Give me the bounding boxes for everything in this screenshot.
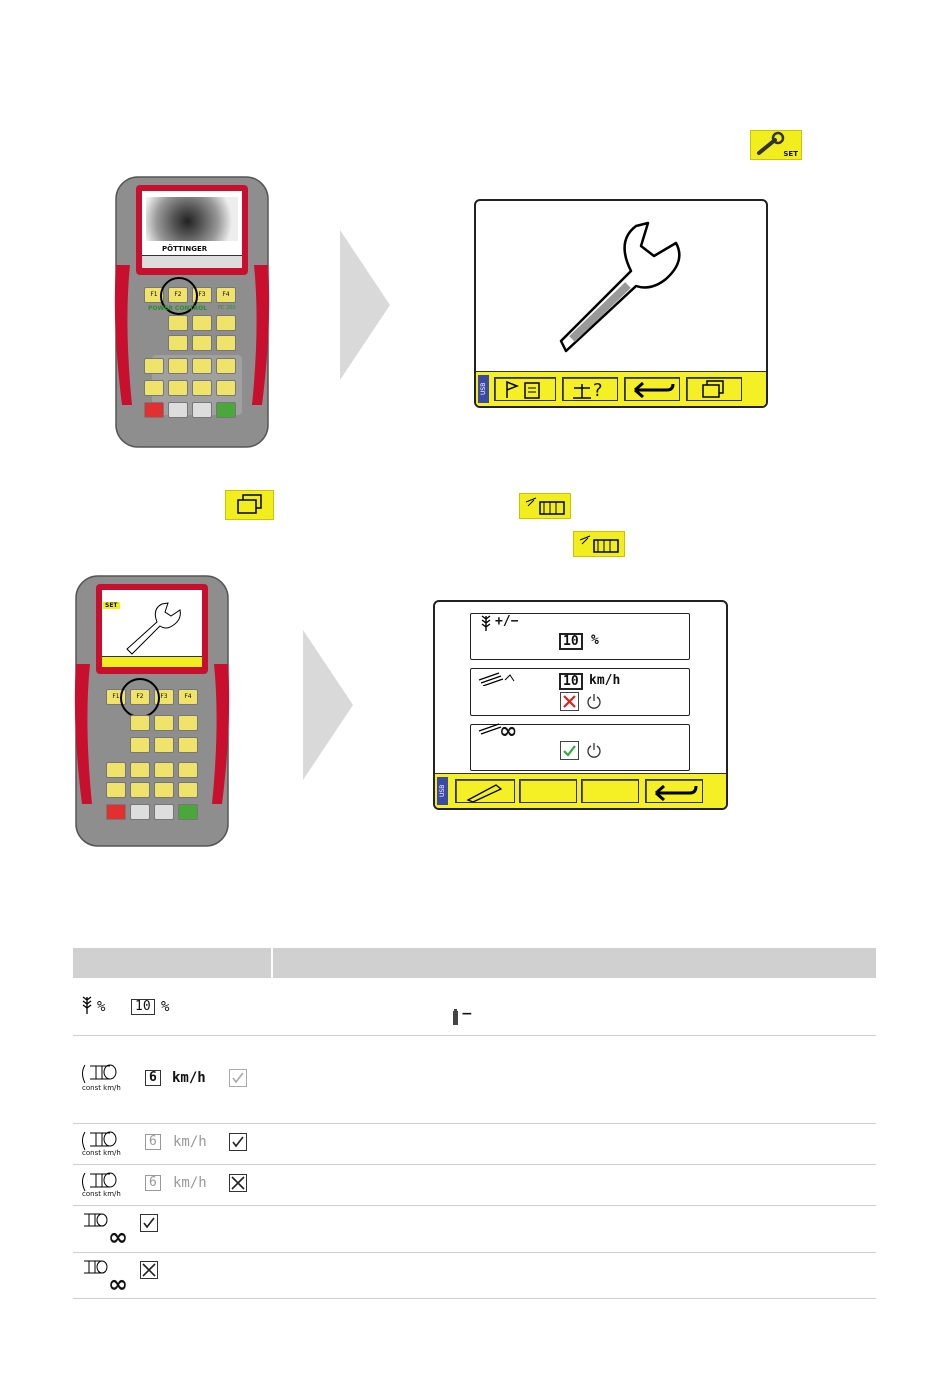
- percent-field[interactable]: 10: [559, 633, 583, 650]
- key-r2b[interactable]: [216, 315, 236, 331]
- row2-unit: km/h: [172, 1070, 206, 1086]
- row4-unit: km/h: [173, 1175, 207, 1191]
- next-arrow-2: [303, 630, 358, 780]
- speed-unit: km/h: [589, 673, 621, 688]
- row1-unit: %: [161, 999, 170, 1015]
- key2-plus[interactable]: [154, 804, 174, 820]
- softkey-empty-1[interactable]: [519, 779, 577, 803]
- key2-green[interactable]: [178, 804, 198, 820]
- key-r5d[interactable]: [216, 380, 236, 396]
- key-r5a[interactable]: [144, 380, 164, 396]
- bale-icon-2: [573, 531, 625, 557]
- key2-f2[interactable]: F2: [130, 689, 150, 705]
- key2-r2a[interactable]: [130, 715, 150, 731]
- softkey-return-2[interactable]: [645, 779, 703, 803]
- row4-field: 6: [145, 1175, 161, 1191]
- key2-f3[interactable]: F3: [154, 689, 174, 705]
- key2-r2b[interactable]: [154, 715, 174, 731]
- usb-indicator: USB: [478, 375, 489, 403]
- key2-r3c[interactable]: [178, 737, 198, 753]
- row2-checkbox: [229, 1069, 247, 1087]
- terminal-softbar: [142, 255, 242, 268]
- power-icon: [586, 693, 602, 709]
- key2-f1[interactable]: F1: [106, 689, 126, 705]
- key-r5c[interactable]: [192, 380, 212, 396]
- handheld-terminal-1: [112, 175, 272, 450]
- row-divider-4: [73, 1205, 876, 1206]
- wrench-icon: [536, 211, 696, 361]
- bale-icon-r6: [80, 1259, 110, 1277]
- row-divider-6: [73, 1298, 876, 1299]
- usb-indicator-2: USB: [437, 777, 448, 805]
- row4-checkbox: [229, 1174, 247, 1192]
- row1-field: 10: [131, 999, 155, 1015]
- key-r2a[interactable]: [192, 315, 212, 331]
- set-mini-label: SET: [105, 602, 118, 609]
- key-r4d[interactable]: [216, 358, 236, 374]
- key-r5b[interactable]: [168, 380, 188, 396]
- key-f2[interactable]: F2: [168, 287, 188, 303]
- row2-field: 6: [145, 1070, 161, 1086]
- percent-unit: %: [591, 633, 599, 648]
- row5-checkbox: [140, 1214, 158, 1232]
- key2-r5a[interactable]: [106, 782, 126, 798]
- key2-r4a[interactable]: [106, 762, 126, 778]
- key2-r4c[interactable]: [154, 762, 174, 778]
- bale-const-icon-r2: [80, 1063, 120, 1085]
- softkey-bar-2: [435, 773, 726, 808]
- key-r4c[interactable]: [192, 358, 212, 374]
- key2-stop[interactable]: [106, 804, 126, 820]
- row-divider-3: [73, 1164, 876, 1165]
- key-start[interactable]: [168, 315, 188, 331]
- softkey-field-report[interactable]: [494, 377, 556, 401]
- highlight-circle-2: [120, 678, 160, 718]
- handheld-terminal-2: [72, 574, 232, 849]
- minus-sign: −: [461, 1006, 473, 1022]
- terminal-screen-wrench: [474, 199, 768, 408]
- group-percent: [470, 613, 690, 660]
- key2-r4b[interactable]: [130, 762, 150, 778]
- bale-icon-r5: [80, 1212, 110, 1230]
- row3-checkbox: [229, 1133, 247, 1151]
- key-r3c[interactable]: [216, 335, 236, 351]
- key2-r4d[interactable]: [178, 762, 198, 778]
- infinity-symbol: ∞: [499, 719, 518, 744]
- key2-r5d[interactable]: [178, 782, 198, 798]
- key2-r5b[interactable]: [130, 782, 150, 798]
- row3-field: 6: [145, 1134, 161, 1150]
- terminal-brand: PÖTTINGER: [162, 245, 208, 253]
- row1-percent-label: %: [97, 999, 106, 1015]
- key2-r3a[interactable]: [130, 737, 150, 753]
- row4-const-label: const km/h: [82, 1190, 121, 1198]
- row-divider-1: [73, 1035, 876, 1036]
- model-label: POWER CONTROL: [148, 305, 208, 312]
- speed-checkbox[interactable]: [560, 692, 579, 711]
- group-infinite: [470, 719, 690, 771]
- terminal-screen-settings: [433, 600, 728, 810]
- row3-unit: km/h: [173, 1134, 207, 1150]
- minus-key-icon: [451, 1008, 461, 1026]
- key2-minus[interactable]: [130, 804, 150, 820]
- question-mark: ?: [593, 380, 603, 401]
- row2-const-label: const km/h: [82, 1084, 121, 1092]
- bale-pickup-icon: [477, 670, 517, 686]
- softkey-scale-question[interactable]: [562, 377, 618, 401]
- group-speed: [470, 668, 690, 716]
- next-arrow-1: [340, 230, 395, 380]
- pc-label: PC 260: [218, 305, 236, 311]
- set-label: SET: [783, 150, 798, 158]
- row5-infinity: ∞: [108, 1223, 128, 1251]
- power-icon-2: [586, 742, 602, 758]
- key2-r5c[interactable]: [154, 782, 174, 798]
- row6-checkbox: [140, 1261, 158, 1279]
- key-f3[interactable]: F3: [192, 287, 212, 303]
- key-r3a[interactable]: [168, 335, 188, 351]
- terminal-screen-image: [146, 197, 238, 241]
- key-f4[interactable]: F4: [216, 287, 236, 303]
- key-r4a[interactable]: [144, 358, 164, 374]
- row3-const-label: const km/h: [82, 1149, 121, 1157]
- table-header: [73, 948, 876, 978]
- row6-infinity: ∞: [108, 1270, 128, 1298]
- softkey-bar: [476, 371, 766, 406]
- grain-icon: [479, 614, 493, 632]
- key2-r2c[interactable]: [178, 715, 198, 731]
- bale-icon: [519, 493, 571, 519]
- key-f1[interactable]: F1: [144, 287, 164, 303]
- key2-r3b[interactable]: [154, 737, 174, 753]
- speed-field[interactable]: 10: [559, 673, 583, 690]
- group1-title: +/−: [495, 614, 519, 629]
- key-stop[interactable]: [144, 402, 164, 418]
- key-green[interactable]: [216, 402, 236, 418]
- key2-f4[interactable]: F4: [178, 689, 198, 705]
- terminal-softbar-2: [102, 656, 202, 667]
- pages-icon: [225, 490, 274, 520]
- softkey-edit[interactable]: [455, 779, 515, 803]
- softkey-empty-2[interactable]: [581, 779, 639, 803]
- row-divider-5: [73, 1252, 876, 1253]
- infinite-checkbox[interactable]: [560, 741, 579, 760]
- key-r4b[interactable]: [168, 358, 188, 374]
- wrench-set-icon: [750, 130, 802, 160]
- softkey-pages[interactable]: [686, 377, 742, 401]
- row-divider-2: [73, 1123, 876, 1124]
- key-plus[interactable]: [192, 402, 212, 418]
- grain-icon-row1: [80, 995, 94, 1015]
- softkey-return[interactable]: [624, 377, 680, 401]
- key-r3b[interactable]: [192, 335, 212, 351]
- key-minus[interactable]: [168, 402, 188, 418]
